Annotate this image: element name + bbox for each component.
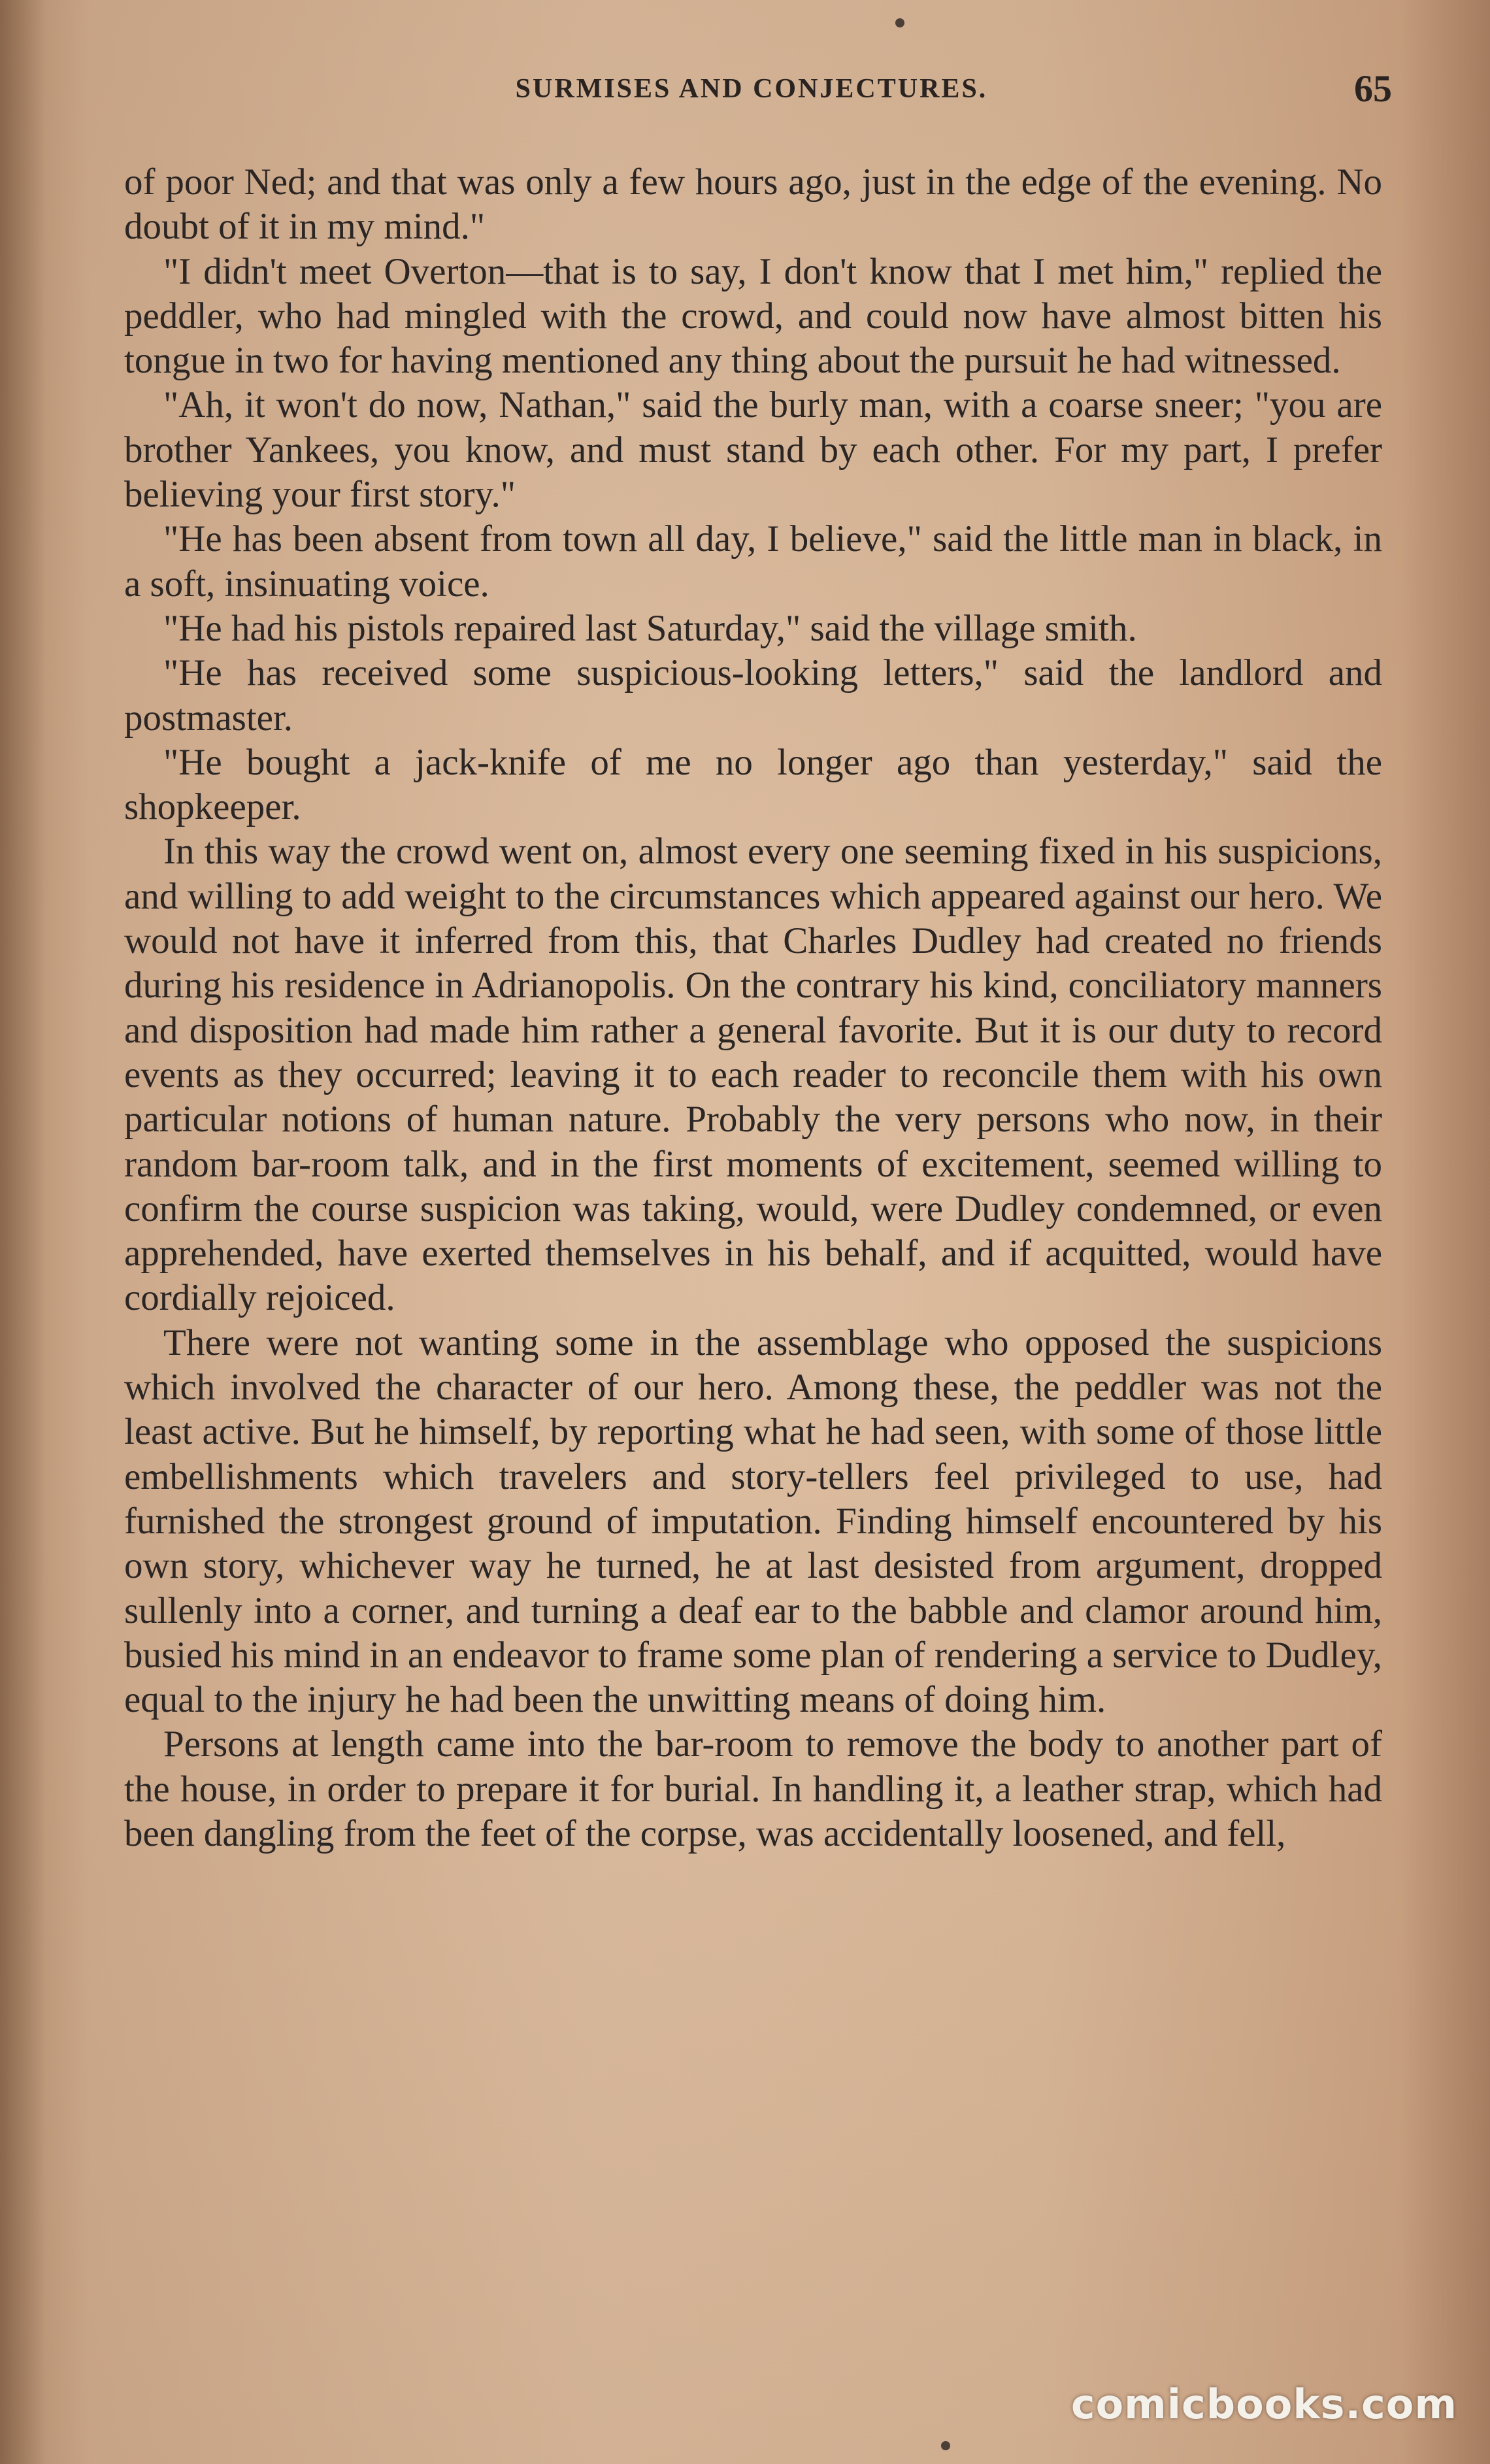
paragraph: "He bought a jack-knife of me no longer ago than yesterday," said the shopkeeper.: [124, 741, 1382, 828]
paragraph: There were not wanting some in the assemblage who opposed the suspicions which involved the character of our hero. Among these, the peddler was not the least active. But he himself, by reporting what he had seen, with some of those little embellishments which travelers and story-tellers feel privileged to use, had furnished the strongest ground of imputation. Finding himself encountered by his own story, whichever way he turned, he at last desisted from argument, dropped sullenly into a corner, and turning a deaf ear to the babble and clamor around him, busied his mind in an endeavor to frame some plan of rendering a service to Dudley, equal to the injury he had been the unwitting means of doing him.: [124, 1322, 1382, 1721]
paragraph: "I didn't meet Overton—that is to say, I don't know that I met him," replied the peddler, who had mingled with the crowd, and could now have almost bitten his tongue in two for having mentioned any thing about the pursuit he had witnessed.: [124, 250, 1382, 382]
paragraph: "Ah, it won't do now, Nathan," said the burly man, with a coarse sneer; "you are brother Yankees, you know, and must stand by each other. For my part, I prefer believing your first story.": [124, 384, 1382, 516]
running-head: SURMISES AND CONJECTURES.: [515, 74, 988, 104]
page-number: 65: [1354, 67, 1392, 110]
text-body: [124, 160, 1382, 1856]
paragraph: of poor Ned; and that was only a few hours ago, just in the edge of the evening. No doubt of it in my mind.": [124, 161, 1382, 248]
paragraph: Persons at length came into the bar-room to remove the body to another part of the house, in order to prepare it for burial. In handling it, a leather strap, which had been dangling from the feet of the corpse, was accidentally loosened, and fell,: [124, 1723, 1382, 1854]
paragraph: "He has been absent from town all day, I believe," said the little man in black, in a soft, insinuating voice.: [124, 518, 1382, 605]
paragraph: "He had his pistols repaired last Saturday," said the village smith.: [163, 607, 1137, 649]
watermark: comicbooks.com: [1070, 2380, 1457, 2428]
spine-shadow: [0, 0, 46, 2464]
ink-speck: [941, 2441, 950, 2450]
ink-speck: [895, 18, 904, 27]
paragraph: "He has received some suspicious-looking letters," said the landlord and postmaster.: [124, 652, 1382, 739]
page-header: [0, 67, 1490, 125]
paragraph: In this way the crowd went on, almost every one seeming fixed in his suspicions, and willing to add weight to the circumstances which appeared against our hero. We would not have it inferred from this, that Charles Dudley had created no friends during his residence in Adrianopolis. On the contrary his kind, conciliatory manners and disposition had made him rather a general favorite. But it is our duty to record events as they occurred; leaving it to each reader to reconcile them with his own particular notions of human nature. Probably the very persons who now, in their random bar-room talk, and in the first moments of excitement, seemed willing to confirm the course suspicion was taking, would, were Dudley condemned, or even apprehended, have exerted themselves in his behalf, and if acquitted, would have cordially rejoiced.: [124, 831, 1382, 1319]
